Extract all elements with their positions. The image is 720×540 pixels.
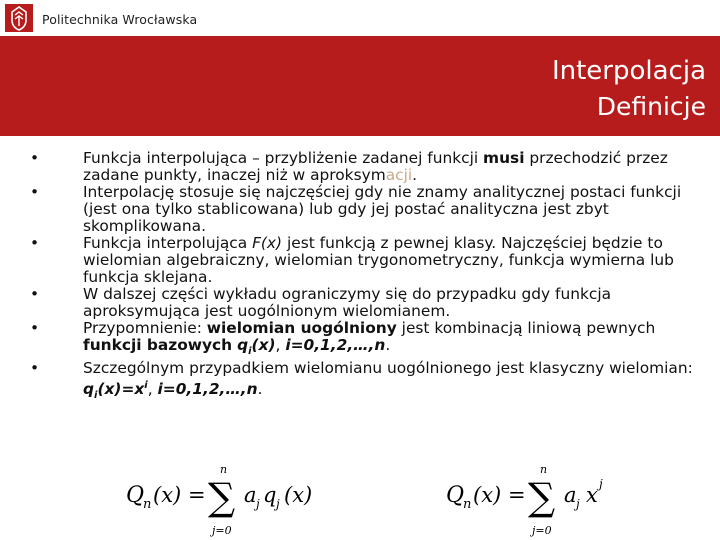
bullet-text-segment: musi	[483, 149, 525, 167]
bullet-text-segment: i	[94, 390, 98, 402]
formula-right-a-sub: j	[576, 497, 580, 511]
formula-right-Q: Q	[446, 483, 465, 508]
bullet-text-segment: W dalszej części wykładu ograniczymy się do przypadku gdy funkcja aproksymująca jest uogólnionym wielomianem.	[83, 285, 612, 320]
formula-right	[440, 458, 650, 540]
formula-left-lower: j=0	[212, 524, 232, 537]
bullet-text-segment: wielomian uogólniony	[206, 319, 397, 337]
formula-right-x-sup: j	[599, 477, 603, 491]
formula-left-upper: n	[220, 463, 228, 476]
formula-right-upper: n	[540, 463, 548, 476]
formula-left-sigma: ∑	[208, 475, 236, 519]
bullet-text-segment: przechodzić przez zadane punkty, inaczej niż w aproksym	[83, 149, 668, 184]
bullet-text-segment: ,	[147, 380, 158, 399]
bullet-text-segment: Przypomnienie:	[83, 319, 207, 337]
bullet-text-segment: .	[385, 336, 391, 354]
formula-right-x: x	[586, 483, 598, 507]
bullet-text-segment: jest kombinacją liniową pewnych	[396, 319, 656, 337]
formula-right-eq: =	[508, 483, 526, 507]
bullet-text-segment: i	[144, 380, 148, 392]
bullet-text-segment: jest funkcją z pewnej klasy. Najczęściej będzie to wielomian algebraiczny, wielomian trygonometryczny, funkcja wymierna lub funkcja sklejana.	[83, 234, 674, 286]
formulas	[0, 458, 720, 540]
formula-left-term-arg: (x)	[284, 483, 313, 507]
formula-right-lower: j=0	[532, 524, 552, 537]
bullet-text-segment: .	[257, 380, 263, 399]
formula-left-eq: =	[188, 483, 206, 507]
bullet-dot-icon: •	[30, 149, 40, 167]
formula-right-sigma: ∑	[528, 475, 556, 519]
bullet-text-segment: q	[83, 380, 95, 399]
formula-left	[120, 458, 350, 540]
bullet-text-segment: funkcji bazowych	[83, 336, 233, 354]
slide-title: Interpolacja	[551, 56, 706, 86]
bullet-text-segment: Funkcja interpolująca – przybliżenie zadanej funkcji	[83, 149, 484, 167]
bullet-text-segment: (x)=x	[97, 380, 145, 399]
bullet-text-segment: ,	[275, 336, 286, 354]
bullet-dot-icon: •	[30, 359, 40, 378]
bullet-text-segment: i=0,1,2,…,n	[285, 336, 386, 354]
bullet-dot-icon: •	[30, 183, 40, 201]
bullet-text-segment: F(x)	[252, 234, 283, 252]
slide-subtitle: Definicje	[596, 92, 706, 121]
formula-right-arg: (x)	[473, 483, 502, 507]
bullet-text-segment: i=0,1,2,…,n	[157, 380, 258, 399]
bullet-dot-icon: •	[30, 319, 40, 337]
formula-right-Q-sub: n	[463, 497, 472, 512]
title-band	[0, 36, 720, 136]
bullet-text-segment: .	[412, 166, 418, 184]
formula-left-q-sub: j	[276, 497, 280, 511]
bullet-item	[28, 235, 698, 286]
formula-left-Q-sub: n	[143, 497, 152, 512]
bullet-dot-icon: •	[30, 234, 40, 252]
bullet-list	[28, 150, 698, 404]
bullet-text-segment: q	[237, 336, 249, 354]
bullet-item	[28, 286, 698, 320]
bullet-text-segment: Interpolację stosuje się najczęściej gdy nie znamy analitycznej postaci funkcji (jest ona tylko stablicowana) lub gdy jej postać analityczna jest zbyt skomplikowana.	[83, 183, 682, 235]
bullet-item	[28, 360, 698, 404]
bullet-item	[28, 184, 698, 235]
formula-left-Q: Q	[126, 483, 145, 508]
formula-left-q: q	[263, 483, 277, 507]
bullet-dot-icon: •	[30, 285, 40, 303]
university-logo-icon	[4, 3, 34, 33]
formula-left-a-sub: j	[256, 497, 260, 511]
formula-right-a: a	[564, 483, 577, 507]
slide-content	[28, 150, 698, 404]
university-name: Politechnika Wrocławska	[42, 12, 198, 27]
formula-left-a: a	[244, 483, 257, 507]
header-bar	[0, 0, 720, 36]
bullet-text-segment: acji	[385, 166, 413, 184]
bullet-item	[28, 150, 698, 184]
formula-left-arg: (x)	[153, 483, 182, 507]
bullet-text-segment: Funkcja interpolująca	[83, 234, 253, 252]
bullet-item	[28, 320, 698, 360]
bullet-text-segment: (x)	[251, 336, 276, 354]
bullet-text-segment: Szczególnym przypadkiem wielomianu uogólnionego jest klasyczny wielomian:	[83, 359, 693, 378]
bullet-text-segment: i	[248, 346, 252, 358]
